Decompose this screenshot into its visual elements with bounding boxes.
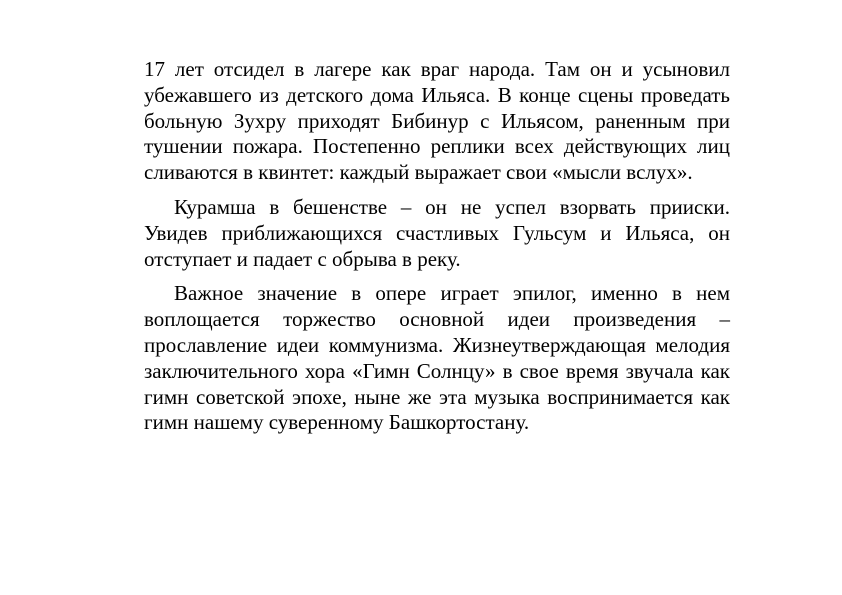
paragraph-2: Курамша в бешенстве – он не успел взорвать прииски. Увидев приближающихся счастливых Гульсум и Ильяса, он отступает и падает с обрыва в реку. bbox=[144, 194, 730, 271]
paragraph-3: Важное значение в опере играет эпилог, именно в нем воплощается торжество основной идеи произведения – прославление идеи коммунизма. Жизнеутверждающая мелодия заключительного хора «Гимн Солнцу» в свое время звучала как гимн советской эпохе, ныне же эта музыка воспринимается как гимн нашему суверенному Башкортостану. bbox=[144, 281, 730, 435]
paragraph-1: 17 лет отсидел в лагере как враг народа. Там он и усыновил убежавшего из детского дома Ильяса. В конце сцены проведать больную Зухру приходят Бибинур с Ильясом, раненным при тушении пожара. Постепенно реплики всех действующих лиц сливаются в квинтет: каждый выражает свои «мысли вслух». bbox=[144, 57, 730, 185]
document-body bbox=[144, 57, 730, 436]
